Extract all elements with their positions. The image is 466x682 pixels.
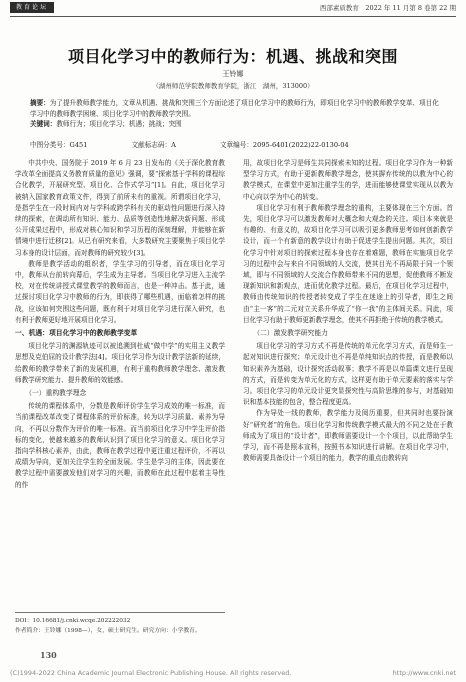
paragraph: 中共中央、国务院于 2019 年 6 月 23 日发布的《关于深化教育教学改革全面提高义务教育质量的意见》强调，要“探索基于学科的课程综合化教学，开展研究型、项目化、合作式学习”[1]。自此，项目化学习被纳入国家教育政策文件，得到了前所未有的重视。所谓项目化学习，是指学生在一段时间内对与学科或跨学科有关的驱动性问题进行深入持续的探索，在调动所有知识、能力、品质等创造性地解决新问题、形成公开成果过程中，形成对核心知识和学习历程的深刻理解，并能够在新情境中进行迁移[2]。从已有研究来看，大多数研究主要聚焦于项目化学习本身的设计层面，而对教师的研究较少[3]。: [15, 159, 225, 257]
section-badge: 教育论坛: [10, 2, 54, 13]
paragraph: 传统的课程体系中，分数是教师评价学生学习成效的唯一标准，而当前课程改革改变了课程体系的评价标准，转为以学习质量、素养为导向，不再以分数作为评价的唯一标准。而当前项目化学习中学生评价指标的变化，使越来越多的教师认识到了项目化学习的意义。项目化学习指向学科核心素养，由此，教师在教学过程中更注重过程评价，不再以成绩为导向，更加关注学生的全面发展。学生是学习的主体，因此要在教学过程中需要激发他们对学习的兴趣，而教师在此过程中起着主导性的作: [15, 402, 225, 489]
subsection-heading: （二）激发教学研究能力: [253, 329, 328, 338]
author-name: 王铃娜: [222, 70, 244, 78]
subsection-heading: （一）重构教学理念: [25, 389, 87, 398]
classification-line: [30, 139, 440, 149]
abstract-block: [30, 98, 440, 130]
article-number: 文章编号：2095-6401(2022)22-0130-04: [219, 141, 349, 149]
paragraph: 项目化学习的渊源轨迹可以被追溯到杜威“做中学”的实用主义教学思想及克伯屈的设计教学法[4]。项目化学习作为设计教学法新的延续，给教师的教学带来了新的发展机遇，有利于重构教师教学理念、激发教师教学研究能力、提升教师的效能感。: [15, 342, 225, 384]
keywords-text: 教师行为；项目化学习；机遇；挑战；突围: [56, 120, 182, 128]
author-bio: 作者简介：王铃娜（1998—），女，硕士研究生。研究方向：小学教育。: [15, 628, 201, 634]
publisher-url: http://www.cnki.net: [392, 669, 456, 677]
body-column-right: [243, 158, 453, 464]
copyright-line: [10, 669, 456, 677]
paragraph: 项目化学习的学习方式不再是传统的单元化学习方式，而是师生一起对知识进行探究；单元设计也不再是单纯知识点的传授，而是教师以知识素养为基础，设计探究活动叙事；教学不再是以单篇课文进行呈现的方式，而是转变为单元化的方式，这样更有助于单元要素的落实与学习。项目化学习的单元设计更突显探究性与高阶思维的参与，对基础知识和基本技能的包含，整合程度更高。: [243, 342, 453, 407]
author-affiliation: （湖州师范学院教师教育学院，浙江 湖州，313000）: [152, 82, 314, 90]
abstract-text: 为了提升教师教学能力，文章从机遇、挑战和突围三个方面论述了项目化学习中的教师行为，即项目化学习中的教师教学变革、项目化学习中的教师教学困境、项目化学习中的教师教学突围。: [30, 99, 439, 118]
abstract-label: 摘要：: [30, 99, 50, 107]
header-rule: [10, 16, 456, 17]
doi: DOI：10.16681/j.cnki.wcqe.202222032: [15, 618, 131, 624]
copyright-text: (C)1994-2022 China Academic Journal Electronic Publishing House. All rights reserved.: [10, 669, 292, 677]
body-column-left: [15, 158, 225, 491]
paragraph: 项目化学习有利于教师教学理念的重构，主要体现在三个方面。首先，项目化学习可以激发教师对大概念和大观念的关注。项目本来就是有趣的、有意义的，故项目化学习可以吸引更多教师思考如何创新教学设计，而一个有新意的教学设计有助于促进学生提出问题。其次，项目化学习中针对项目的探索过程本身也存在着难题，教师在实施项目化学习的过程中会与来自不同领域的人交流，使其目光不再局限于同一个领域，即与不同领域的人交流合作教师带来不同的思想，促使教师不断发现新知识和新观点，进而优化教学过程。最后，在项目化学习过程中，教师由传统知识的传授者转变成了学生在迷途上的引导者，即生之间由“主一客”的二元对立关系升华成了“你一我”的主体间关系。同此，项目化学习有助于教师更新教学理念，使其不再拒绝于传统的教学模式。: [243, 203, 453, 324]
keywords-label: 关键词：: [30, 120, 57, 128]
paragraph: 教师是教学活动的组织者，学生学习的引导者，而在项目化学习中，教师从台前转向幕后，学生成为主导者。当项目化学习进入主流学校，对在传统讲授式课堂教学的教师而言，也是一种冲击。基于此，通过探讨项目化学习中教师的行为，即获得了哪些机遇，面临着怎样的挑战，应该如何突围这些问题，既有利于对项目化学习进行深入研究，也有利于教师更好地开展项目化学习。: [15, 259, 225, 324]
paragraph: 作为导处一线的教师，教学能力及阅历重要，但其同时也要扮演好“研究者”的角色。项目化学习和传统教学模式最大的不同之处在于教师成为了项目的“设计者”，即教师需要设计一个个项目，以此帮助学生学习，而不再是照本宣科，按照书本知识进行讲解。在项目化学习中，教师需要具备设计一个项目的能力，教学的重点由教转向: [243, 409, 453, 463]
journal-info: 西部素质教育 2022 年 11 月第 8 卷第 22 期: [319, 4, 456, 12]
clc-number: 中图分类号：G451: [30, 141, 88, 149]
page-number: 130: [40, 650, 57, 660]
paragraph: 用，故项目化学习是师生共同探索未知的过程。项目化学习作为一种新型学习方式，有助于更新教师教学理念，使其摒弃传统的以教为中心的教学模式，在课堂中更加注重学生的学，进而能够使课堂实现从以教为中心向以学为中心的转变。: [243, 159, 453, 201]
section-heading: 一、机遇：项目化学习中的教师教学变革: [15, 329, 138, 338]
document-code: 文献标志码：A: [131, 141, 176, 149]
article-title: 项目化学习中的教师行为：机遇、挑战和突围: [67, 47, 398, 66]
footnote: [15, 612, 225, 636]
running-header: [10, 2, 456, 14]
